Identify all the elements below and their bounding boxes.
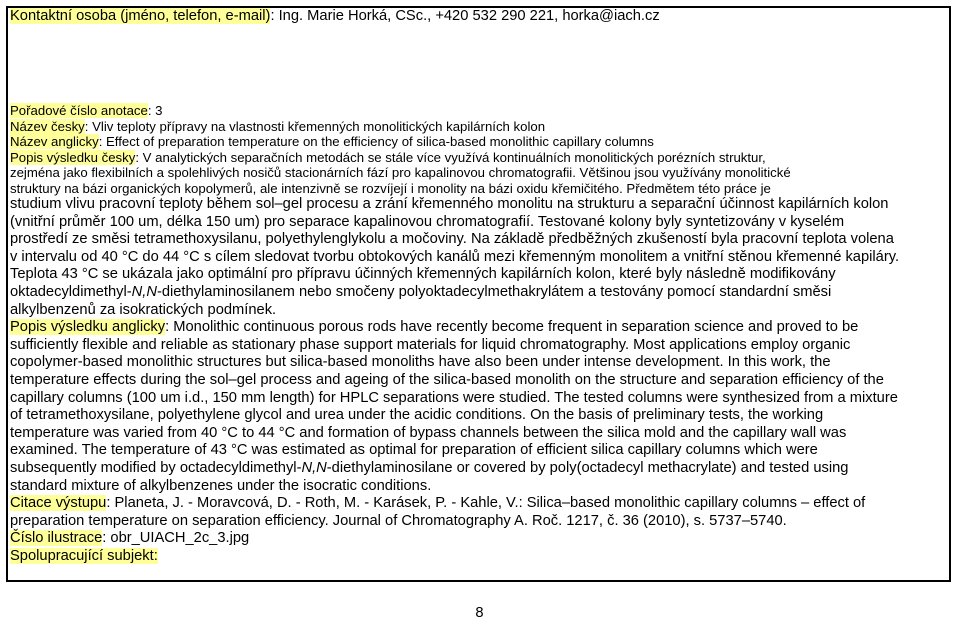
desc-cz-line bbox=[10, 150, 942, 166]
desc-en-line: copolymer-based monolithic structures but silica-based monoliths have also been under intense development. In this work, the bbox=[10, 354, 831, 371]
desc-en-line: sufficiently flexible and reliable as stationary phase support materials for liquid chromatography. Most applications employ organic bbox=[10, 336, 851, 353]
desc-cz-line: prostředí ze směsi tetramethoxysilanu, polyethylenglykolu a močoviny. Na základě předběžných zkušeností byla pracovní teplota volena bbox=[10, 231, 894, 248]
illustration-label: Číslo ilustrace bbox=[10, 530, 103, 547]
name-en-value: : Effect of preparation temperature on the efficiency of silica-based monolithic capillary columns bbox=[98, 134, 654, 149]
desc-cz-text: : V analytických separačních metodách se stále více využívá kontinuálních monolitických porézních struktur, bbox=[135, 149, 766, 165]
illustration-value: : obr_UIACH_2c_3.jpg bbox=[102, 530, 250, 547]
illustration-row bbox=[10, 530, 942, 548]
desc-cz-line: v intervalu od 40 °C do 44 °C s cílem sledovat tvorbu obtokových kanálů mezi křemenným monolitem a vnitřní stěnou křemenné kapiláry. bbox=[10, 248, 900, 265]
citation-row bbox=[10, 495, 942, 513]
desc-en-line: capillary columns (100 um i.d., 150 mm length) for HPLC separations were studied. The tested columns were synthesized from a mixture bbox=[10, 389, 898, 406]
desc-cz-fragment: oktadecyldimethyl- bbox=[10, 283, 132, 300]
desc-cz-line bbox=[10, 284, 942, 302]
desc-en-italic: N,N bbox=[301, 459, 327, 476]
desc-en-fragment: -diethylaminosilane or covered by poly(octadecyl methacrylate) and tested using bbox=[326, 459, 849, 476]
name-en-label: Název anglicky bbox=[10, 134, 99, 149]
contact-label: Kontaktní osoba (jméno, telefon, e-mail) bbox=[10, 8, 271, 24]
desc-cz-line: zejména jako flexibilních a spolehlivých nosičů stacionárních fází pro kapalinovou chromatografii. Většinou jsou využívány monolitické bbox=[10, 165, 791, 180]
desc-en-line: examined. The temperature of 43 °C was estimated as optimal for preparation of efficient silica capillary columns which were bbox=[10, 442, 818, 459]
desc-cz-line: alkylbenzenů za isokratických podmínek. bbox=[10, 301, 277, 318]
contact-value: : Ing. Marie Horká, CSc., +420 532 290 221, horka@iach.cz bbox=[270, 8, 660, 24]
citation-label: Citace výstupu bbox=[10, 495, 107, 512]
partner-label: Spolupracující subjekt: bbox=[10, 547, 158, 564]
desc-cz-line: studium vlivu pracovní teploty během sol–gel procesu a zrání křemenného monolitu na strukturu a separační účinnost kapilárních kolon bbox=[10, 196, 889, 212]
name-cz-label: Název česky bbox=[10, 118, 85, 134]
citation-text: : Planeta, J. - Moravcová, D. - Roth, M. - Karásek, P. - Kahle, V.: Silica–based monolithic capillary columns – effect of bbox=[106, 495, 866, 512]
contact-row bbox=[10, 8, 660, 26]
page-number: 8 bbox=[475, 605, 484, 621]
desc-cz-label: Popis výsledku česky bbox=[10, 149, 136, 165]
desc-en-label: Popis výsledku anglicky bbox=[10, 319, 166, 336]
desc-en-line bbox=[10, 460, 942, 478]
partner-row bbox=[10, 548, 942, 566]
desc-en-line: standard mixture of alkylbenzenes under the isocratic conditions. bbox=[10, 477, 432, 494]
desc-cz-line: struktury na bázi organických kopolymerů, ale intenzivně se rozvíjejí i monolity na bázi oxidu křemičitého. Předmětem této práce je bbox=[10, 180, 771, 196]
desc-en-line bbox=[10, 319, 942, 337]
name-cz-row bbox=[10, 119, 942, 135]
desc-en-fragment: subsequently modified by octadecyldimethyl- bbox=[10, 459, 302, 476]
desc-cz-fragment: -diethylaminosilanem nebo smočeny polyoktadecylmethakrylátem a testovány pomocí standardní směsi bbox=[156, 283, 832, 300]
order-label: Pořadové číslo anotace bbox=[10, 103, 148, 118]
desc-en-text: : Monolithic continuous porous rods have recently become frequent in separation science and proved to be bbox=[165, 319, 859, 336]
desc-en-line: temperature was varied from 40 °C to 44 °C and formation of bypass channels between the silica mold and the capillary wall was bbox=[10, 424, 847, 441]
desc-en-line: temperature effects during the sol–gel process and ageing of the silica-based monolith on the structure and separation efficiency of the bbox=[10, 371, 884, 388]
order-value: : 3 bbox=[147, 103, 163, 118]
desc-cz-line: (vnitřní průměr 100 um, délka 150 um) pro separace kapalinovou chromatografií. Testované kolony byly syntetizovány v kyselém bbox=[10, 213, 845, 230]
annotation-body bbox=[10, 103, 942, 565]
name-en-row bbox=[10, 134, 942, 150]
desc-cz-line: Teplota 43 °C se ukázala jako optimální pro přípravu účinných křemenných kapilárních kolon, které byly následně modifikovány bbox=[10, 266, 836, 283]
desc-cz-italic: N,N bbox=[131, 283, 157, 300]
order-row bbox=[10, 103, 942, 119]
name-cz-value: : Vliv teploty přípravy na vlastnosti křemenných monolitických kapilárních kolon bbox=[84, 118, 546, 134]
desc-en-line: of tetramethoxysilane, polyethylene glycol and urea under the acidic conditions. On the basis of preliminary tests, the working bbox=[10, 407, 824, 424]
citation-line: preparation temperature on separation efficiency. Journal of Chromatography A. Roč. 1217, č. 36 (2010), s. 5737–5740. bbox=[10, 512, 787, 529]
